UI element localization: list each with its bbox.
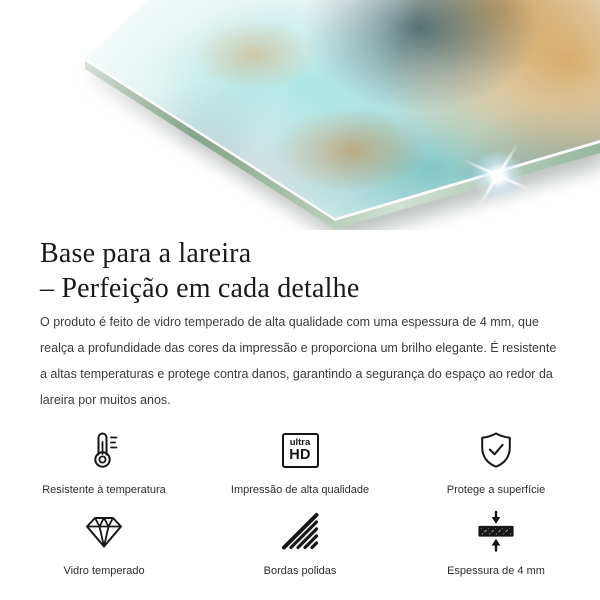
product-description-text: O produto é feito de vidro temperado de alta qualidade com uma espessura de 4 mm, que realça a profundidade das cores da impressão e proporciona um brilho elegante. É resistente a altas temperaturas e protege contra danos, garantindo a segurança do espaço ao redor da lareira por muitos anos.	[40, 315, 557, 407]
page-title-line2: – Perfeição em cada detalhe	[40, 273, 360, 304]
feature-grid	[14, 413, 586, 577]
feature-temperature-resistant	[14, 427, 194, 496]
feature-label: Espessura de 4 mm	[447, 565, 545, 577]
feature-label: Impressão de alta qualidade	[230, 484, 370, 496]
feature-surface-protection	[406, 427, 586, 496]
ultra-hd-badge-top: ultra	[289, 436, 311, 448]
feature-polished-edges	[210, 508, 390, 577]
thermometer-icon	[82, 427, 126, 473]
feature-tempered-glass	[14, 508, 194, 577]
product-photo	[0, 0, 600, 230]
diamond-icon	[82, 508, 126, 554]
page-title-line1: Base para a lareira	[40, 238, 252, 269]
glass-panel	[0, 0, 600, 230]
feature-thickness	[406, 508, 586, 577]
feature-label: Protege a superfície	[446, 484, 546, 496]
polished-edges-icon	[278, 508, 322, 554]
feature-label: Vidro temperado	[63, 565, 145, 577]
ultra-hd-icon	[282, 427, 319, 473]
page-title	[40, 236, 560, 306]
feature-print-quality	[210, 427, 390, 496]
feature-label: Resistente à temperatura	[42, 484, 166, 496]
shield-check-icon	[474, 427, 518, 473]
ultra-hd-badge-bottom: HD	[289, 447, 311, 463]
glass-panel-print	[0, 0, 600, 230]
thickness-icon	[474, 508, 518, 554]
feature-label: Bordas polidas	[263, 565, 337, 577]
